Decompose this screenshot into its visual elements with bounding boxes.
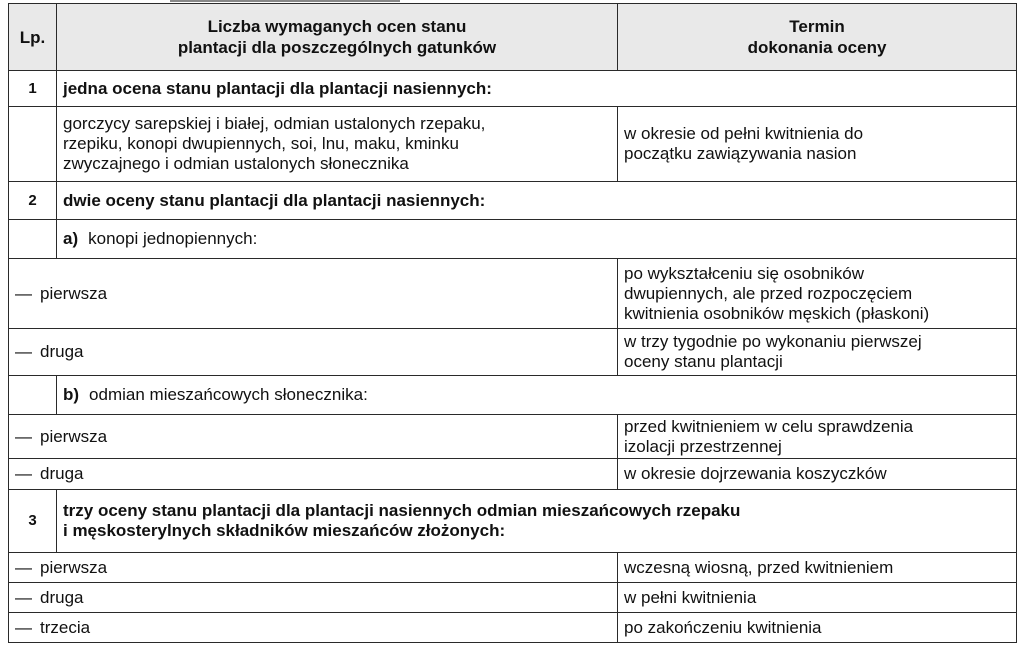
term-cell: po zakończeniu kwitnienia	[618, 613, 1017, 643]
group-marker: b)	[63, 385, 80, 404]
term-cell: w okresie dojrzewania koszyczków	[618, 459, 1017, 490]
table-row	[9, 107, 1017, 182]
term-cell: przed kwitnieniem w celu sprawdzenia izolacji przestrzennej	[618, 415, 1017, 459]
cropped-text-remnant	[170, 0, 400, 2]
dash-mark: —	[15, 587, 32, 607]
header-count: Liczba wymaganych ocen stanu plantacji dla poszczególnych gatunków	[57, 4, 618, 71]
assessment-label-cell	[9, 415, 618, 459]
group-label-cell	[57, 376, 1017, 415]
assessment-label-cell	[9, 259, 618, 329]
section-number: 1	[9, 71, 57, 107]
assessment-label-cell	[9, 459, 618, 490]
assessment-label: pierwsza	[40, 426, 108, 446]
header-term: Termin dokonania oceny	[618, 4, 1017, 71]
term-cell: wczesną wiosną, przed kwitnieniem	[618, 553, 1017, 583]
species-cell: gorczycy sarepskiej i białej, odmian ustalonych rzepaku, rzepiku, konopi dwupiennych, soi, lnu, maku, kminku zwyczajnego i odmian ustalonych słonecznika	[57, 107, 618, 182]
dash-mark: —	[15, 283, 32, 303]
dash-mark: —	[15, 342, 32, 361]
section-number: 3	[9, 490, 57, 553]
group-row	[9, 376, 1017, 415]
group-row	[9, 220, 1017, 259]
assessment-table	[8, 3, 1017, 643]
dash-mark: —	[15, 557, 32, 577]
assessment-label: pierwsza	[40, 557, 108, 577]
empty-lp-cell	[9, 376, 57, 415]
term-cell: w pełni kwitnienia	[618, 583, 1017, 613]
assessment-label: druga	[40, 464, 84, 483]
group-label-cell	[57, 220, 1017, 259]
section-row-1	[9, 71, 1017, 107]
table-row	[9, 415, 1017, 459]
group-marker: a)	[63, 229, 79, 248]
empty-lp-cell	[9, 107, 57, 182]
header-row	[9, 4, 1017, 71]
term-cell: w okresie od pełni kwitnienia do początku zawiązywania nasion	[618, 107, 1017, 182]
assessment-label-cell	[9, 329, 618, 376]
dash-mark: —	[15, 464, 32, 483]
table-row	[9, 329, 1017, 376]
section-title: jedna ocena stanu plantacji dla plantacji nasiennych:	[57, 71, 1017, 107]
dash-mark: —	[15, 426, 32, 446]
section-number: 2	[9, 182, 57, 220]
assessment-label-cell	[9, 583, 618, 613]
section-row-2	[9, 182, 1017, 220]
group-label: odmian mieszańcowych słonecznika:	[89, 385, 368, 404]
table-row	[9, 613, 1017, 643]
term-cell: w trzy tygodnie po wykonaniu pierwszej oceny stanu plantacji	[618, 329, 1017, 376]
group-label: konopi jednopiennych:	[88, 229, 258, 248]
header-lp: Lp.	[9, 4, 57, 71]
section-title: trzy oceny stanu plantacji dla plantacji nasiennych odmian mieszańcowych rzepaku i męskosterylnych składników mieszańców złożonych:	[57, 490, 1017, 553]
term-cell: po wykształceniu się osobników dwupiennych, ale przed rozpoczęciem kwitnienia osobników męskich (płaskoni)	[618, 259, 1017, 329]
assessment-label: druga	[40, 342, 84, 361]
assessment-label-cell	[9, 613, 618, 643]
section-row-3	[9, 490, 1017, 553]
empty-lp-cell	[9, 220, 57, 259]
assessment-label: druga	[40, 587, 84, 607]
assessment-label: pierwsza	[40, 283, 108, 303]
assessment-label-cell	[9, 553, 618, 583]
table-row	[9, 583, 1017, 613]
table-row	[9, 259, 1017, 329]
dash-mark: —	[15, 617, 32, 637]
table-row	[9, 553, 1017, 583]
assessment-label: trzecia	[40, 617, 91, 637]
section-title: dwie oceny stanu plantacji dla plantacji nasiennych:	[57, 182, 1017, 220]
table-row	[9, 459, 1017, 490]
